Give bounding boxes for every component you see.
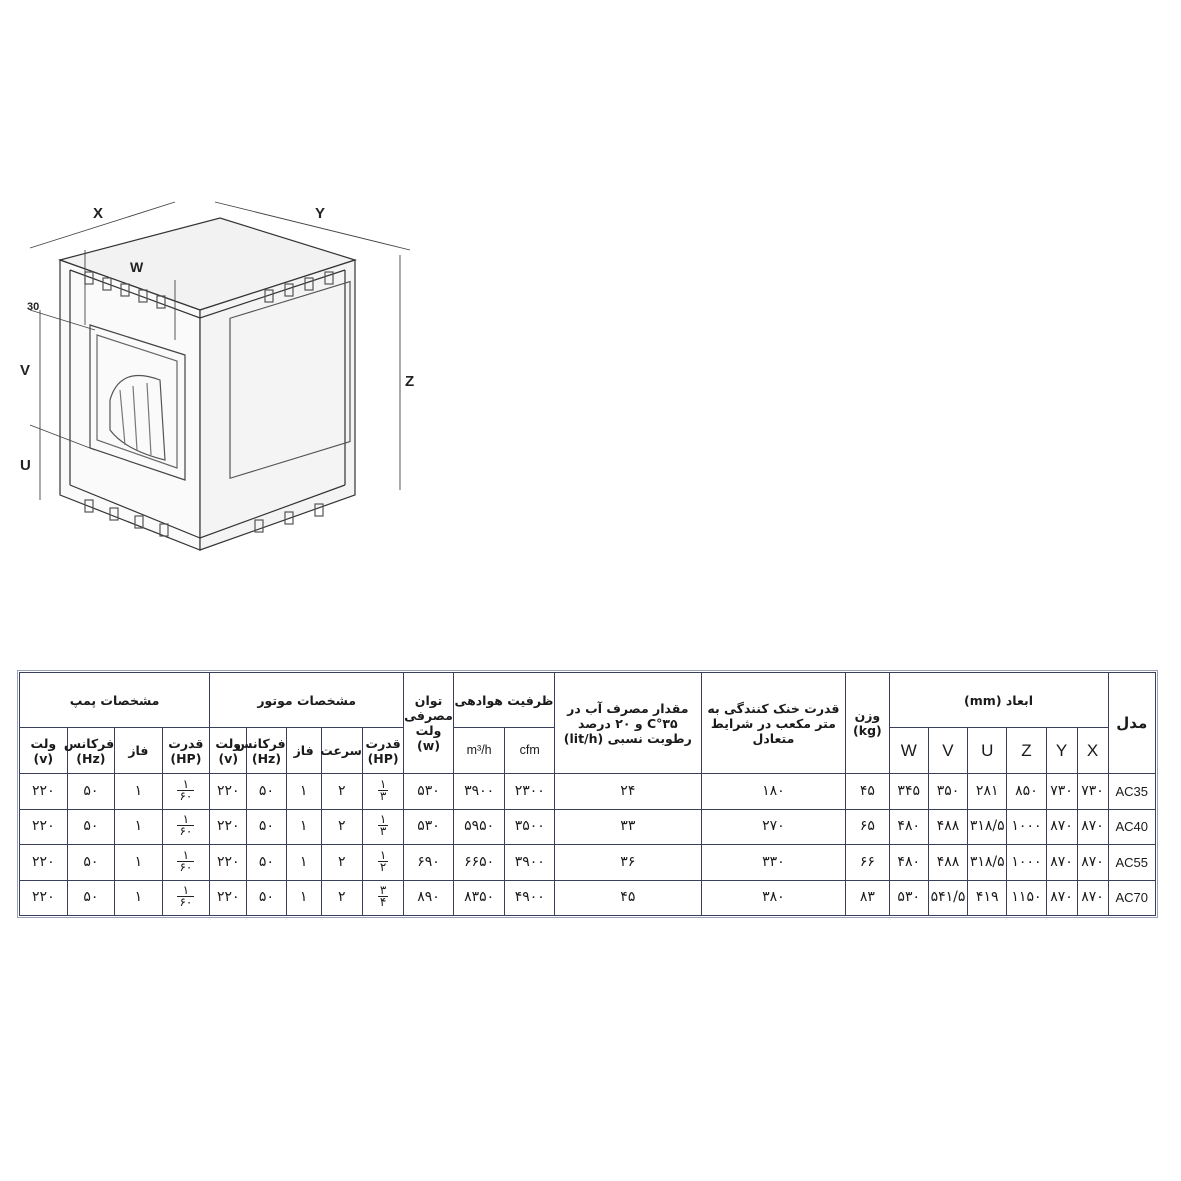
cell-pump-hz: ۵۰ xyxy=(67,809,115,845)
cell-power: ۸۹۰ xyxy=(404,880,454,916)
cell-x: ۷۳۰ xyxy=(1077,774,1108,810)
cell-pump-phase: ۱ xyxy=(115,774,163,810)
cell-w: ۵۳۰ xyxy=(889,880,928,916)
fraction xyxy=(378,847,388,874)
header-dim-x: X xyxy=(1077,728,1108,774)
cell-pump-hp xyxy=(162,880,210,916)
cell-m3h: ۶۶۵۰ xyxy=(453,845,505,881)
cell-u: ۴۱۹ xyxy=(968,880,1007,916)
header-motor: مشخصات موتور xyxy=(210,673,404,728)
cell-pump-hz: ۵۰ xyxy=(67,845,115,881)
cell-w: ۴۸۰ xyxy=(889,845,928,881)
header-power: توان مصرفی ولت (w) xyxy=(404,673,454,774)
table-row xyxy=(20,774,1156,810)
cell-motor-phase: ۱ xyxy=(286,774,321,810)
header-motor-speed: سرعت xyxy=(321,728,362,774)
cell-y: ۷۳۰ xyxy=(1046,774,1077,810)
cell-weight: ۶۶ xyxy=(846,845,889,881)
cell-motor-phase: ۱ xyxy=(286,809,321,845)
header-dimensions: ابعاد (mm) xyxy=(889,673,1108,728)
header-pump-hp: قدرت (HP) xyxy=(162,728,210,774)
fraction-denominator: ۶۰ xyxy=(179,859,193,874)
cell-water: ۳۳ xyxy=(555,809,702,845)
specification-table xyxy=(19,672,1156,916)
fraction-numerator: ۱ xyxy=(177,850,194,862)
cell-y: ۸۷۰ xyxy=(1046,845,1077,881)
fraction-numerator: ۱ xyxy=(379,776,387,791)
fraction-numerator: ۳ xyxy=(379,883,387,898)
cell-z: ۱۱۵۰ xyxy=(1007,880,1046,916)
header-dim-w: W xyxy=(889,728,928,774)
cell-power: ۵۳۰ xyxy=(404,809,454,845)
table-row xyxy=(20,809,1156,845)
fraction-numerator: ۱ xyxy=(379,812,387,827)
cell-water: ۲۴ xyxy=(555,774,702,810)
cell-w: ۴۸۰ xyxy=(889,809,928,845)
cell-motor-volt: ۲۲۰ xyxy=(210,774,247,810)
cell-pump-phase: ۱ xyxy=(115,845,163,881)
fraction xyxy=(378,814,388,837)
cell-v: ۳۵۰ xyxy=(928,774,967,810)
cell-weight: ۶۵ xyxy=(846,809,889,845)
cell-power: ۶۹۰ xyxy=(404,845,454,881)
label-offset: 30 xyxy=(27,301,40,313)
cell-power: ۵۳۰ xyxy=(404,774,454,810)
fraction-denominator: ۴ xyxy=(379,895,387,910)
cell-cfm: ۳۹۰۰ xyxy=(505,845,555,881)
cell-v: ۴۸۸ xyxy=(928,809,967,845)
cell-pump-hp xyxy=(162,774,210,810)
cell-pump-hp xyxy=(162,809,210,845)
cell-motor-hp xyxy=(362,845,403,881)
cell-x: ۸۷۰ xyxy=(1077,845,1108,881)
fraction-denominator: ۲ xyxy=(379,859,387,874)
cell-x: ۸۷۰ xyxy=(1077,809,1108,845)
cell-cooling: ۱۸۰ xyxy=(701,774,846,810)
cell-water: ۳۶ xyxy=(555,845,702,881)
fraction-numerator: ۱ xyxy=(379,847,387,862)
header-water: مقدار مصرف آب در ۳۵°C و ۲۰ درصد رطوبت نسبی (lit/h) xyxy=(555,673,702,774)
cell-pump-hz: ۵۰ xyxy=(67,880,115,916)
header-dim-z: Z xyxy=(1007,728,1046,774)
header-dim-u: U xyxy=(968,728,1007,774)
fraction xyxy=(378,776,388,803)
fraction-denominator: ۶۰ xyxy=(179,824,193,839)
cell-water: ۴۵ xyxy=(555,880,702,916)
cell-cooling: ۳۸۰ xyxy=(701,880,846,916)
label-w: W xyxy=(130,259,144,275)
cell-motor-hp xyxy=(362,880,403,916)
label-v: V xyxy=(20,362,31,379)
fraction xyxy=(177,776,194,803)
label-x: X xyxy=(93,205,104,222)
cell-motor-hp xyxy=(362,809,403,845)
cell-motor-hz: ۵۰ xyxy=(247,809,286,845)
cell-motor-phase: ۱ xyxy=(286,845,321,881)
header-motor-hp: قدرت (HP) xyxy=(362,728,403,774)
fraction xyxy=(177,814,194,837)
cell-cooling: ۳۳۰ xyxy=(701,845,846,881)
fraction-denominator: ۳ xyxy=(379,824,387,839)
header-cfm: cfm xyxy=(505,728,555,774)
fraction-numerator: ۱ xyxy=(177,814,194,826)
cell-z: ۱۰۰۰ xyxy=(1007,845,1046,881)
label-u: U xyxy=(20,457,31,474)
cell-v: ۴۸۸ xyxy=(928,845,967,881)
cell-v: ۵۴۱/۵ xyxy=(928,880,967,916)
header-motor-volt: ولت (v) xyxy=(210,728,247,774)
cell-motor-volt: ۲۲۰ xyxy=(210,809,247,845)
table-row xyxy=(20,880,1156,916)
cell-m3h: ۸۳۵۰ xyxy=(453,880,505,916)
cell-cfm: ۲۳۰۰ xyxy=(505,774,555,810)
cell-motor-phase: ۱ xyxy=(286,880,321,916)
cell-motor-speed: ۲ xyxy=(321,880,362,916)
cell-y: ۸۷۰ xyxy=(1046,880,1077,916)
fraction-denominator: ۶۰ xyxy=(179,788,193,803)
header-cooling: قدرت خنک کنندگی به متر مکعب در شرایط متعادل xyxy=(701,673,846,774)
cell-cooling: ۲۷۰ xyxy=(701,809,846,845)
cell-pump-volt: ۲۲۰ xyxy=(20,880,68,916)
cell-model: AC40 xyxy=(1108,809,1156,845)
cell-pump-phase: ۱ xyxy=(115,880,163,916)
cell-u: ۳۱۸/۵ xyxy=(968,845,1007,881)
cell-pump-hz: ۵۰ xyxy=(67,774,115,810)
cell-motor-speed: ۲ xyxy=(321,809,362,845)
cell-motor-speed: ۲ xyxy=(321,845,362,881)
cell-pump-phase: ۱ xyxy=(115,809,163,845)
cell-pump-volt: ۲۲۰ xyxy=(20,845,68,881)
cell-motor-speed: ۲ xyxy=(321,774,362,810)
cell-model: AC70 xyxy=(1108,880,1156,916)
cell-pump-hp xyxy=(162,845,210,881)
cell-u: ۳۱۸/۵ xyxy=(968,809,1007,845)
cell-cfm: ۴۹۰۰ xyxy=(505,880,555,916)
cell-weight: ۸۳ xyxy=(846,880,889,916)
header-weight: وزن (kg) xyxy=(846,673,889,774)
header-pump-phase: فاز xyxy=(115,728,163,774)
cell-motor-hp xyxy=(362,774,403,810)
cell-motor-hz: ۵۰ xyxy=(247,845,286,881)
cell-motor-hz: ۵۰ xyxy=(247,880,286,916)
header-pump-hz: فرکانس (Hz) xyxy=(67,728,115,774)
cell-z: ۸۵۰ xyxy=(1007,774,1046,810)
fraction-denominator: ۳ xyxy=(379,788,387,803)
cell-model: AC55 xyxy=(1108,845,1156,881)
header-model: مدل xyxy=(1108,673,1156,774)
header-motor-hz: فرکانس (Hz) xyxy=(247,728,286,774)
cell-pump-volt: ۲۲۰ xyxy=(20,809,68,845)
cooler-dimension-diagram xyxy=(15,190,435,570)
fraction xyxy=(378,885,388,908)
fraction-numerator: ۱ xyxy=(177,779,194,791)
header-dim-v: V xyxy=(928,728,967,774)
cell-model: AC35 xyxy=(1108,774,1156,810)
cell-z: ۱۰۰۰ xyxy=(1007,809,1046,845)
header-airflow: ظرفیت هوادهی xyxy=(453,673,554,728)
fraction-denominator: ۶۰ xyxy=(179,895,193,910)
header-pump: مشخصات پمپ xyxy=(20,673,210,728)
table-row xyxy=(20,845,1156,881)
header-pump-volt: ولت (v) xyxy=(20,728,68,774)
cell-m3h: ۵۹۵۰ xyxy=(453,809,505,845)
cell-weight: ۴۵ xyxy=(846,774,889,810)
cell-motor-volt: ۲۲۰ xyxy=(210,845,247,881)
cell-cfm: ۳۵۰۰ xyxy=(505,809,555,845)
cell-pump-volt: ۲۲۰ xyxy=(20,774,68,810)
cell-y: ۸۷۰ xyxy=(1046,809,1077,845)
cell-x: ۸۷۰ xyxy=(1077,880,1108,916)
cell-motor-hz: ۵۰ xyxy=(247,774,286,810)
fraction-numerator: ۱ xyxy=(177,885,194,897)
header-dim-y: Y xyxy=(1046,728,1077,774)
label-z: Z xyxy=(405,373,415,390)
fraction xyxy=(177,847,194,874)
cell-m3h: ۳۹۰۰ xyxy=(453,774,505,810)
cell-w: ۳۴۵ xyxy=(889,774,928,810)
cell-motor-volt: ۲۲۰ xyxy=(210,880,247,916)
header-motor-phase: فاز xyxy=(286,728,321,774)
label-y: Y xyxy=(315,205,326,222)
fraction xyxy=(177,885,194,908)
cell-u: ۲۸۱ xyxy=(968,774,1007,810)
header-m3h: m³/h xyxy=(453,728,505,774)
